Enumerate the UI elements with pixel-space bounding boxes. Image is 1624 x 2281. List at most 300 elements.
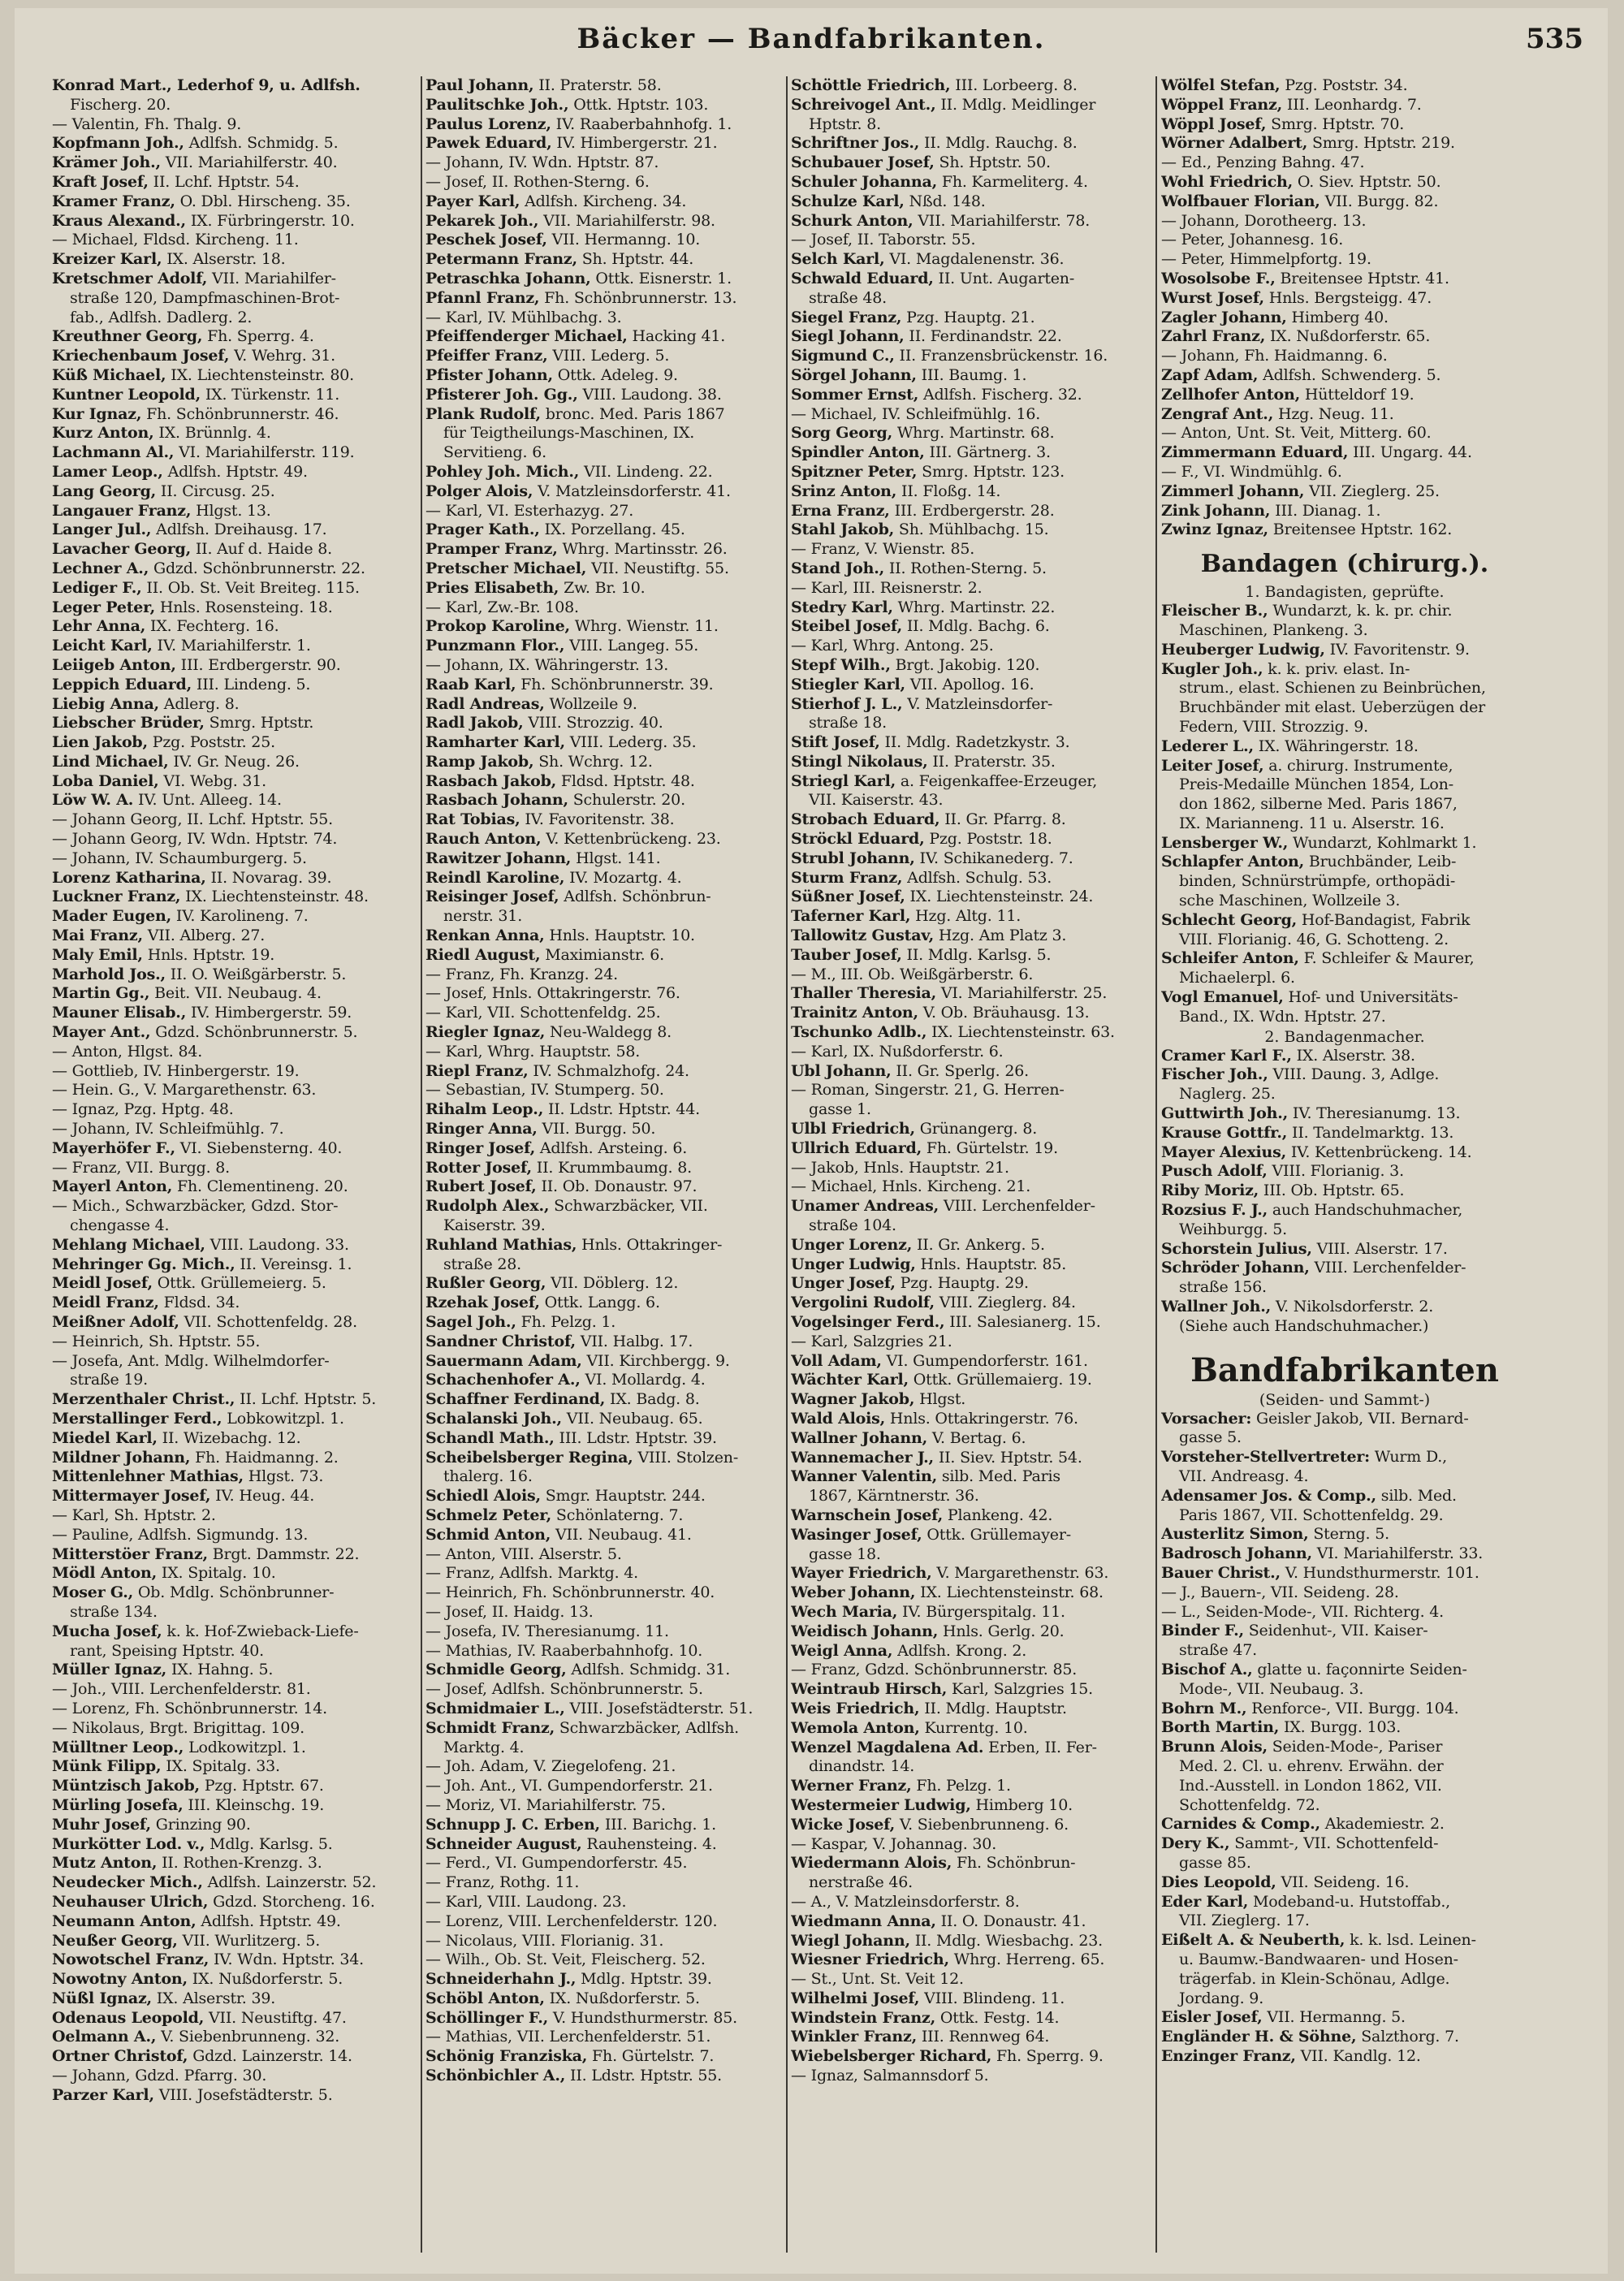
entry-name: Unger Ludwig, <box>791 1255 916 1273</box>
directory-entry <box>52 502 419 521</box>
directory-entry <box>52 1642 419 1661</box>
directory-entry <box>425 791 793 810</box>
entry-details: VII. Neustiftg. 55. <box>586 559 729 577</box>
entry-details: a. chirurg. Instrumente, <box>1263 756 1453 775</box>
entry-details: V. Bertag. 6. <box>927 1428 1026 1447</box>
entry-details: straße 104. <box>809 1216 896 1235</box>
entry-details: — J., Bauern-, VII. Seideng. 28. <box>1161 1583 1399 1601</box>
entry-details: IX. Nußdorferstr. 65. <box>1265 327 1431 346</box>
directory-entry <box>52 1603 419 1622</box>
directory-entry <box>791 2028 1158 2047</box>
directory-entry <box>1161 1970 1528 1989</box>
directory-entry <box>1161 641 1528 660</box>
directory-entry <box>1161 795 1528 814</box>
directory-entry <box>52 386 419 405</box>
entry-details: Himberg 10. <box>970 1795 1073 1814</box>
entry-name: Langauer Franz, <box>52 501 192 520</box>
entry-name: Schandl Math., <box>425 1428 555 1447</box>
entry-details: VIII. Lederg. 35. <box>564 733 697 752</box>
entry-details: Grinzing 90. <box>150 1815 251 1834</box>
directory-entry <box>52 559 419 579</box>
directory-entry <box>1161 1661 1528 1680</box>
entry-details: — Karl, VI. Esterhazyg. 27. <box>425 501 634 520</box>
entry-name: Neußer Georg, <box>52 1931 178 1950</box>
entry-details: III. Baumg. 1. <box>916 365 1027 384</box>
entry-details: straße 19. <box>70 1371 148 1389</box>
entry-details: Ottk. Eisnerstr. 1. <box>590 269 732 287</box>
entry-details: — Kaspar, V. Johannag. 30. <box>791 1834 997 1853</box>
directory-entry <box>425 424 793 443</box>
entry-details: — Lorenz, VIII. Lerchenfelderstr. 120. <box>425 1912 718 1930</box>
entry-details: — Sebastian, IV. Stumperg. 50. <box>425 1081 664 1099</box>
directory-entry <box>791 1564 1158 1583</box>
entry-details: straße 47. <box>1179 1641 1257 1660</box>
entry-details: — Ignaz, Pzg. Hptg. 48. <box>52 1100 234 1119</box>
entry-name: Prokop Karoline, <box>425 617 570 636</box>
directory-entry <box>791 791 1158 810</box>
directory-entry <box>791 1043 1158 1062</box>
directory-entry <box>791 482 1158 502</box>
entry-name: Lind Michael, <box>52 752 169 771</box>
entry-name: Nüßl Ignaz, <box>52 1989 152 2007</box>
directory-entry <box>425 521 793 540</box>
directory-entry <box>1161 2008 1528 2028</box>
entry-details: straße 156. <box>1179 1278 1267 1297</box>
section-subheading: 1. Bandagisten, geprüfte. <box>1245 583 1445 602</box>
directory-entry <box>1161 1162 1528 1182</box>
directory-entry <box>52 1739 419 1758</box>
entry-details: — Karl, Sh. Hptstr. 2. <box>52 1506 216 1524</box>
entry-details: — Johann Georg, IV. Wdn. Hptstr. 74. <box>52 830 338 849</box>
entry-details: II. Tandelmarktg. 13. <box>1287 1123 1454 1142</box>
entry-details: Schwarzbäcker, Adlfsh. <box>555 1718 739 1737</box>
entry-name: Mittenlehner Mathias, <box>52 1467 244 1486</box>
entry-details: — Nikolaus, Brgt. Brigittag. 109. <box>52 1718 304 1737</box>
entry-name: Strubl Johann, <box>791 849 915 867</box>
entry-details: — Michael, Hnls. Kircheng. 21. <box>791 1177 1031 1196</box>
entry-name: Mülltner Leop., <box>52 1738 184 1756</box>
entry-name: Mürling Josefa, <box>52 1795 184 1814</box>
entry-details: VII. Alberg. 27. <box>142 927 266 945</box>
entry-details: II. Mdlg. Rauchg. 8. <box>919 134 1078 153</box>
directory-entry <box>52 540 419 559</box>
entry-details: a. Feigenkaffee-Erzeuger, <box>896 771 1098 790</box>
entry-details: — Mathias, VII. Lerchenfelderstr. 51. <box>425 2028 711 2046</box>
entry-details: V. Nikolsdorferstr. 2. <box>1271 1298 1434 1316</box>
directory-entry <box>1161 2028 1528 2047</box>
entry-name: Riegler Ignaz, <box>425 1023 546 1042</box>
entry-name: Rozsius F. J., <box>1161 1201 1268 1220</box>
entry-details: IX. Liechtensteinstr. 63. <box>926 1023 1115 1042</box>
entry-details: — Jakob, Hnls. Hauptstr. 21. <box>791 1158 1009 1177</box>
entry-details: Fh. Schönbrunnerstr. 46. <box>141 404 339 423</box>
entry-details: — Franz, Fh. Kranzg. 24. <box>425 965 618 983</box>
directory-entry <box>52 2028 419 2047</box>
entry-details: IX. Nußdorferstr. 5. <box>187 1970 343 1989</box>
directory-entry <box>791 1680 1158 1700</box>
entry-details: strum., elast. Schienen zu Beinbrüchen, <box>1179 679 1486 698</box>
entry-details: Ottk. Grüllemeierg. 5. <box>152 1274 326 1293</box>
entry-details: V. Siebenbrunneng. 6. <box>895 1815 1069 1834</box>
entry-name: Pramper Franz, <box>425 540 558 559</box>
directory-entry <box>52 695 419 715</box>
entry-name: Reindl Karoline, <box>425 868 565 887</box>
entry-name: Zink Johann, <box>1161 501 1271 520</box>
entry-details: VIII. Josefstädterstr. 51. <box>564 1699 754 1717</box>
directory-entry <box>425 1023 793 1043</box>
entry-name: Mödl Anton, <box>52 1564 158 1583</box>
directory-entry <box>791 1274 1158 1294</box>
directory-entry <box>1161 1317 1528 1337</box>
entry-details: gasse 5. <box>1179 1428 1242 1447</box>
entry-details: straße 120, Dampfmaschinen-Brot- <box>70 288 340 307</box>
entry-details: Adlfsh. Schmidg. 31. <box>566 1661 731 1679</box>
directory-entry <box>791 250 1158 270</box>
entry-details: thalerg. 16. <box>443 1467 533 1486</box>
directory-entry <box>425 1062 793 1082</box>
entry-details: — Karl, Whrg. Hauptstr. 58. <box>425 1042 641 1061</box>
directory-entry <box>791 1835 1158 1855</box>
entry-details: dinandstr. 14. <box>809 1757 915 1776</box>
entry-name: Schneider August, <box>425 1834 582 1853</box>
entry-details: IX. Liechtensteinstr. 80. <box>166 365 354 384</box>
directory-entry <box>791 1081 1158 1100</box>
directory-entry <box>1161 1718 1528 1738</box>
entry-details: — Karl, IX. Nußdorferstr. 6. <box>791 1042 1004 1061</box>
directory-entry <box>791 1236 1158 1255</box>
directory-entry <box>791 1294 1158 1313</box>
entry-details: II. Praterstr. 35. <box>927 752 1056 771</box>
entry-details: VII. Halbg. 17. <box>575 1332 693 1350</box>
entry-name: Schönig Franziska, <box>425 2047 588 2066</box>
entry-name: Sturm Franz, <box>791 868 903 887</box>
directory-entry <box>52 1043 419 1062</box>
entry-name: Sommer Ernst, <box>791 385 919 404</box>
entry-name: Mauner Elisab., <box>52 1004 187 1022</box>
entry-details: IX. Hahng. 5. <box>166 1661 274 1679</box>
column-4 <box>1161 76 1528 2253</box>
entry-details: V. Hundsthurmerstr. 101. <box>1280 1563 1479 1582</box>
entry-details: IX. Alserstr. 38. <box>1291 1046 1415 1065</box>
entry-details: Hof-Bandagist, Fabrik <box>1297 910 1471 929</box>
entry-name: Zimmerl Johann, <box>1161 482 1305 500</box>
directory-entry <box>791 656 1158 676</box>
directory-entry <box>791 521 1158 540</box>
entry-name: Ramp Jakob, <box>425 752 534 771</box>
entry-details: Sh. Wchrg. 12. <box>533 752 653 771</box>
entry-details: VII. Mariahilferstr. 98. <box>538 211 715 230</box>
entry-name: Lehr Anna, <box>52 617 146 636</box>
entry-details: Hnls. Gerlg. 20. <box>938 1622 1065 1640</box>
directory-entry <box>1161 1951 1528 1970</box>
directory-entry <box>52 2067 419 2086</box>
entry-details: IV. Unt. Alleeg. 14. <box>133 791 282 810</box>
entry-name: Kraus Alexand., <box>52 211 186 230</box>
entry-details: k. k. lsd. Leinen- <box>1345 1931 1476 1950</box>
directory-entry <box>1161 153 1528 173</box>
directory-entry <box>791 733 1158 753</box>
directory-entry <box>425 231 793 250</box>
entry-name: Ortner Christof, <box>52 2047 188 2066</box>
entry-name: Radl Andreas, <box>425 694 545 713</box>
directory-entry <box>1161 1008 1528 1027</box>
entry-details: Sammt-, VII. Schottenfeld- <box>1229 1834 1439 1853</box>
directory-entry <box>791 96 1158 115</box>
directory-entry <box>1161 405 1528 425</box>
directory-entry <box>52 115 419 135</box>
directory-entry <box>425 173 793 192</box>
directory-entry <box>52 327 419 347</box>
entry-details: Fh. Haidmanng. 2. <box>190 1448 339 1467</box>
directory-entry <box>52 231 419 250</box>
entry-name: Weigl Anna, <box>791 1641 893 1660</box>
directory-entry <box>1161 1201 1528 1220</box>
entry-details: straße 18. <box>809 714 887 732</box>
entry-details: Breitensee Hptstr. 41. <box>1275 269 1449 287</box>
entry-name: Krämer Joh., <box>52 153 161 172</box>
entry-details: — Josefa, Ant. Mdlg. Wilhelmdorfer- <box>52 1351 330 1370</box>
directory-entry <box>1161 757 1528 776</box>
directory-entry <box>791 212 1158 231</box>
directory-entry <box>1161 911 1528 931</box>
directory-entry <box>425 849 793 869</box>
entry-details: VII. Kirchbergg. 9. <box>581 1351 730 1370</box>
entry-details: III. Gärtnerg. 3. <box>924 443 1051 462</box>
directory-entry <box>425 830 793 849</box>
entry-details: Hnls. Hauptstr. 85. <box>915 1255 1067 1273</box>
directory-entry <box>425 753 793 772</box>
entry-name: Miedel Karl, <box>52 1428 158 1447</box>
entry-details: straße 48. <box>809 288 887 307</box>
entry-name: Winkler Franz, <box>791 2028 918 2046</box>
directory-entry <box>1161 1777 1528 1796</box>
entry-details: II. Mdlg. Hauptstr. <box>919 1699 1067 1717</box>
directory-entry <box>425 309 793 328</box>
entry-name: Ringer Anna, <box>425 1120 538 1138</box>
entry-details: — Johann, Gdzd. Pfarrg. 30. <box>52 2067 267 2085</box>
directory-entry <box>1161 1893 1528 1912</box>
entry-details: rant, Speising Hptstr. 40. <box>70 1641 264 1660</box>
directory-entry <box>791 1854 1158 1873</box>
directory-entry <box>791 1816 1158 1835</box>
entry-details: II. Mdlg. Bachg. 6. <box>902 617 1050 636</box>
directory-entry <box>1161 988 1528 1008</box>
directory-entry <box>791 1989 1158 2009</box>
directory-entry <box>425 1970 793 1989</box>
entry-details: IX. Porzellang. 45. <box>539 521 685 539</box>
directory-entry <box>425 96 793 115</box>
column-2 <box>425 76 793 2253</box>
entry-details: VII. Neubaug. 65. <box>561 1409 703 1428</box>
directory-entry <box>1161 327 1528 347</box>
entry-name: Leiigeb Anton, <box>52 655 176 674</box>
entry-details: VII. Wurlitzerg. 5. <box>177 1931 321 1950</box>
entry-details: VIII. Blindeng. 11. <box>919 1989 1065 2007</box>
entry-details: Hacking 41. <box>627 327 726 346</box>
entry-details: V. Matzleinsdorferstr. 41. <box>533 482 731 500</box>
entry-details: — Heinrich, Fh. Schönbrunnerstr. 40. <box>425 1583 715 1602</box>
entry-details: nerstraße 46. <box>809 1873 913 1892</box>
directory-entry <box>791 1023 1158 1043</box>
directory-entry <box>791 2067 1158 2086</box>
entry-details: Fh. Sperrg. 4. <box>202 327 314 346</box>
entry-details: gasse 18. <box>809 1544 881 1563</box>
entry-name: Bohrn M., <box>1161 1699 1247 1717</box>
entry-name: Vogl Emanuel, <box>1161 988 1284 1007</box>
entry-name: Wald Alois, <box>791 1409 886 1428</box>
directory-entry <box>791 1255 1158 1275</box>
directory-entry <box>1161 76 1528 96</box>
directory-entry <box>52 714 419 733</box>
entry-details: II. Krummbaumg. 8. <box>531 1158 692 1177</box>
entry-name: Mutz Anton, <box>52 1854 158 1873</box>
entry-name: Schöllinger F., <box>425 2008 549 2027</box>
directory-entry <box>791 1139 1158 1159</box>
directory-entry <box>791 1757 1158 1777</box>
entry-details: Ottk. Adeleg. 9. <box>552 365 678 384</box>
entry-details: V. Kettenbrückeng. 23. <box>541 830 721 849</box>
directory-entry <box>791 1467 1158 1487</box>
entry-details: gasse 1. <box>809 1100 871 1119</box>
entry-name: Paulitschke Joh., <box>425 95 569 114</box>
entry-name: Tallowitz Gustav, <box>791 927 935 945</box>
directory-entry <box>425 1255 793 1275</box>
entry-details: VIII. Laudong. 33. <box>205 1235 349 1254</box>
entry-details: Michaelerpl. 6. <box>1179 969 1295 987</box>
entry-name: Schurk Anton, <box>791 211 914 230</box>
directory-entry <box>791 1177 1158 1197</box>
entry-name: Ullrich Eduard, <box>791 1138 922 1157</box>
directory-entry <box>52 2009 419 2028</box>
entry-details: Mdlg. Hptstr. 39. <box>576 1970 712 1989</box>
entry-name: Kriechenbaum Josef, <box>52 347 230 365</box>
entry-name: Wöppel Franz, <box>1161 95 1283 114</box>
entry-details: Ottk. Hptstr. 103. <box>568 95 709 114</box>
entry-details: — M., III. Ob. Weißgärberstr. 6. <box>791 965 1034 983</box>
directory-entry <box>52 1159 419 1178</box>
entry-details: Schönlaterng. 7. <box>551 1506 684 1524</box>
directory-entry <box>791 869 1158 888</box>
directory-entry <box>425 907 793 927</box>
directory-entry <box>1161 1104 1528 1124</box>
directory-entry <box>425 482 793 502</box>
directory-entry <box>791 1197 1158 1216</box>
entry-details: Sh. Hptstr. 44. <box>577 250 694 269</box>
directory-entry <box>425 695 793 715</box>
entry-details: VI. Webg. 31. <box>158 771 266 790</box>
entry-details: trägerfab. in Klein-Schönau, Adlge. <box>1179 1969 1450 1988</box>
entry-details: II. Ldstr. Hptstr. 55. <box>565 2067 723 2085</box>
entry-name: Mai Franz, <box>52 927 143 945</box>
directory-entry <box>791 1873 1158 1893</box>
entry-details: — Peter, Johannesg. 16. <box>1161 231 1344 249</box>
directory-entry <box>52 1661 419 1680</box>
entry-name: Mayerhöfer F., <box>52 1138 175 1157</box>
entry-details: III. Ldstr. Hptstr. 39. <box>554 1428 717 1447</box>
entry-name: Siegel Franz, <box>791 308 902 326</box>
entry-name: Wiedermann Alois, <box>791 1854 952 1873</box>
entry-name: Schneiderhahn J., <box>425 1970 577 1989</box>
directory-entry <box>52 849 419 869</box>
entry-name: Leicht Karl, <box>52 637 153 655</box>
entry-details: — Joh., VIII. Lerchenfelderstr. 81. <box>52 1680 311 1699</box>
directory-entry <box>52 791 419 810</box>
directory-entry <box>425 270 793 289</box>
directory-entry <box>1161 231 1528 250</box>
directory-entry <box>1161 1525 1528 1544</box>
entry-details: IV. Schikanederg. 7. <box>914 849 1073 867</box>
entry-details: sche Maschinen, Wollzeile 3. <box>1179 892 1401 910</box>
entry-details: — Ignaz, Salmannsdorf 5. <box>791 2067 989 2085</box>
entry-details: Adlfsh. Lainzerstr. 52. <box>202 1873 377 1892</box>
entry-name: Trainitz Anton, <box>791 1004 918 1022</box>
entry-details: — Mathias, IV. Raaberbahnhofg. 10. <box>425 1641 703 1660</box>
entry-details: chengasse 4. <box>70 1216 170 1235</box>
page-number: 535 <box>1526 23 1583 55</box>
entry-details: — Johann, IV. Wdn. Hptstr. 87. <box>425 153 659 172</box>
directory-entry <box>791 598 1158 618</box>
entry-details: IX. Fürbringerstr. 10. <box>185 211 355 230</box>
entry-details: Rauhensteing. 4. <box>581 1834 717 1853</box>
entry-name: Rat Tobias, <box>425 810 520 829</box>
directory-entry <box>1161 1873 1528 1893</box>
entry-details: II. Mdlg. Radetzkystr. 3. <box>879 733 1070 752</box>
directory-entry <box>791 153 1158 173</box>
entry-name: Pfisterer Joh. Gg., <box>425 385 578 404</box>
directory-entry <box>52 579 419 598</box>
entry-details: IX. Burgg. 103. <box>1279 1718 1402 1737</box>
entry-name: Leger Peter, <box>52 598 156 616</box>
directory-entry <box>52 1583 419 1603</box>
entry-name: Löw W. A. <box>52 791 134 810</box>
entry-details: VIII. Florianig. 3. <box>1267 1162 1404 1181</box>
entry-name: Schmidt Franz, <box>425 1718 555 1737</box>
entry-details: III. Barichg. 1. <box>599 1815 716 1834</box>
entry-name: Zagler Johann, <box>1161 308 1287 326</box>
directory-entry <box>52 656 419 676</box>
directory-entry <box>791 309 1158 328</box>
directory-entry <box>1161 309 1528 328</box>
entry-name: Langer Jul., <box>52 521 152 539</box>
entry-name: Zapf Adam, <box>1161 365 1259 384</box>
entry-details: Hlgst. <box>914 1390 966 1409</box>
entry-details: Fh. Sperrg. 9. <box>991 2047 1104 2066</box>
entry-details: Fh. Schönbrunnerstr. 13. <box>539 288 737 307</box>
entry-details: — Karl, Salzgries 21. <box>791 1332 952 1350</box>
entry-name: Paul Johann, <box>425 76 534 94</box>
directory-entry <box>425 1583 793 1603</box>
entry-name: Stedry Karl, <box>791 598 893 616</box>
entry-name: Mehringer Gg. Mich., <box>52 1255 235 1273</box>
entry-details: II. Ob. St. Veit Breiteg. 115. <box>141 578 360 597</box>
directory-entry <box>1161 270 1528 289</box>
directory-entry <box>52 1467 419 1487</box>
directory-entry <box>1161 1544 1528 1564</box>
directory-entry <box>52 1313 419 1333</box>
directory-entry <box>1161 1047 1528 1066</box>
directory-entry <box>425 1796 793 1816</box>
entry-name: Weintraub Hirsch, <box>791 1680 948 1699</box>
entry-name: Riedl August, <box>425 945 541 964</box>
entry-name: Schmidmaier L., <box>425 1699 565 1717</box>
entry-details: II. O. Donaustr. 41. <box>935 1912 1086 1930</box>
entry-details: VI. Mollardg. 4. <box>580 1371 706 1389</box>
entry-name: Erna Franz, <box>791 501 890 520</box>
entry-name: Lachmann Al., <box>52 443 175 462</box>
entry-name: Schalanski Joh., <box>425 1409 562 1428</box>
directory-entry <box>791 830 1158 849</box>
entry-details: II. Gr. Pfarrg. 8. <box>939 810 1066 829</box>
